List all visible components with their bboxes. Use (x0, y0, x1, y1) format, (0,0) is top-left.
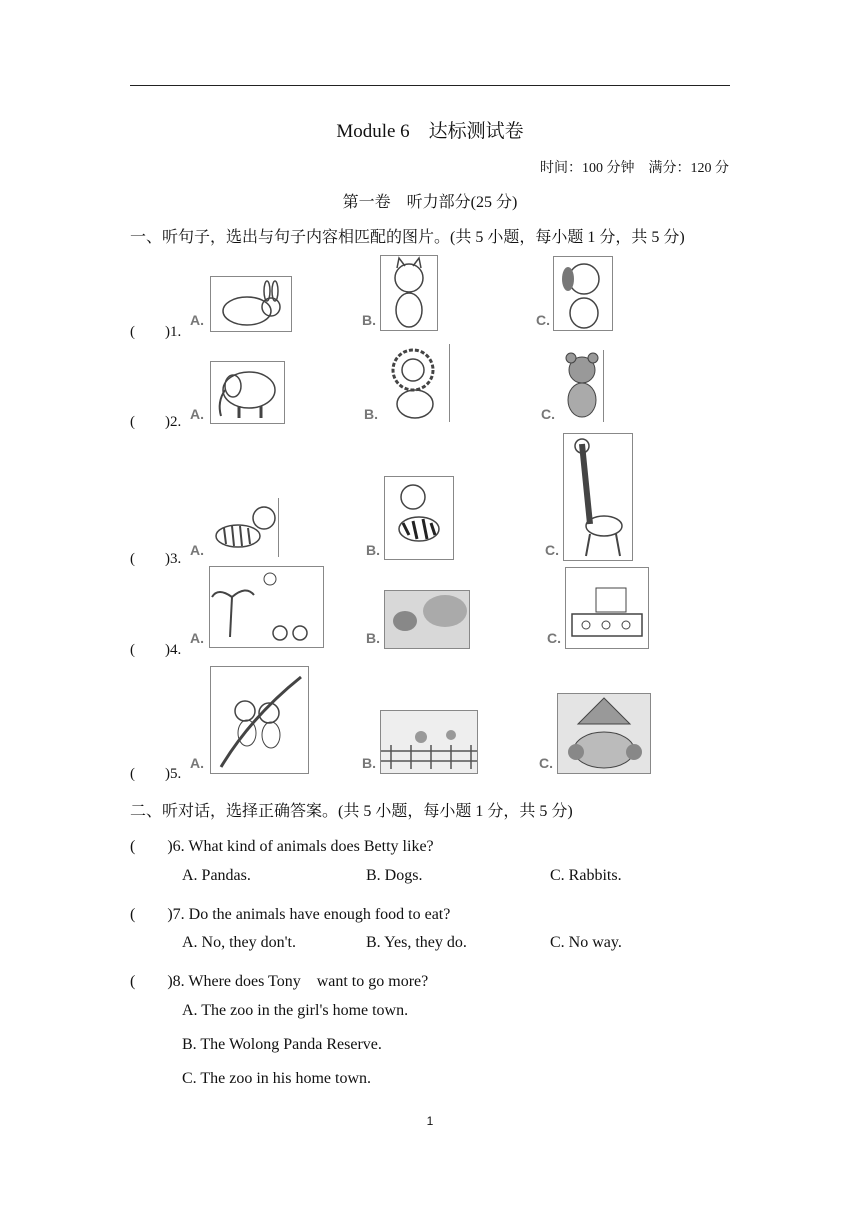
children-cycling-picture (209, 566, 324, 648)
q8-option-c: C. The zoo in his home town. (182, 1070, 372, 1087)
q3-option-b-letter: B. (366, 542, 380, 558)
q8-option-a: A. The zoo in the girl's home town. (182, 1002, 409, 1019)
question-1-prefix: ( )1. (130, 324, 182, 340)
q7-option-a: A. No, they don't. (182, 934, 296, 951)
forest-scene-picture (384, 590, 470, 649)
q8-option-b: B. The Wolong Panda Reserve. (182, 1036, 382, 1053)
elephant-picture (210, 361, 285, 424)
q7-option-b: B. Yes, they do. (366, 934, 467, 951)
circus-animals-picture (557, 693, 651, 774)
section1-heading: 一、听句子，选出与句子内容相匹配的图片。(共 5 小题，每小题 1 分，共 5 分) (130, 229, 685, 246)
q3-option-c-letter: C. (545, 542, 559, 558)
part-title: 第一卷 听力部分(25 分) (342, 194, 518, 211)
q5-option-a-letter: A. (190, 755, 204, 771)
q2-option-c-letter: C. (541, 406, 555, 422)
dog-picture (553, 256, 613, 331)
question-6-stem: ( )6. What kind of animals does Betty like? (130, 838, 434, 855)
q2-option-b-letter: B. (364, 406, 378, 422)
question-5-prefix: ( )5. (130, 766, 182, 782)
question-2-prefix: ( )2. (130, 414, 182, 430)
q4-option-c-letter: C. (547, 630, 561, 646)
page-title: Module 6 达标测试卷 (336, 121, 524, 142)
farm-animals-picture (380, 710, 478, 774)
q5-option-c-letter: C. (539, 755, 553, 771)
q7-option-c: C. No way. (550, 934, 622, 951)
boat-scene-picture (565, 567, 649, 649)
monkeys-picture (210, 666, 309, 774)
question-8-stem: ( )8. Where does Tony want to go more? (130, 973, 429, 990)
section2-heading: 二、听对话，选择正确答案。(共 5 小题，每小题 1 分，共 5 分) (130, 803, 573, 820)
page-number: 1 (426, 1114, 434, 1128)
bear-picture (561, 350, 604, 422)
cat-picture (380, 255, 438, 331)
question-3-prefix: ( )3. (130, 551, 182, 567)
zebra-picture (384, 476, 454, 560)
giraffe-picture (563, 433, 633, 561)
q5-option-b-letter: B. (362, 755, 376, 771)
q3-option-a-letter: A. (190, 542, 204, 558)
q2-option-a-letter: A. (190, 406, 204, 422)
question-4-prefix: ( )4. (130, 642, 182, 658)
header-rule (130, 85, 730, 86)
tiger-picture (210, 498, 279, 557)
question-7-stem: ( )7. Do the animals have enough food to eat? (130, 906, 451, 923)
q4-option-a-letter: A. (190, 630, 204, 646)
q4-option-b-letter: B. (366, 630, 380, 646)
exam-meta: 时间：100 分钟 满分：120 分 (540, 161, 729, 176)
q1-option-c-letter: C. (536, 312, 550, 328)
q1-option-b-letter: B. (362, 312, 376, 328)
q6-option-a: A. Pandas. (182, 867, 251, 884)
rabbit-picture (210, 276, 292, 332)
q6-option-b: B. Dogs. (366, 867, 423, 884)
lion-picture (383, 344, 450, 422)
q1-option-a-letter: A. (190, 312, 204, 328)
q6-option-c: C. Rabbits. (550, 867, 622, 884)
